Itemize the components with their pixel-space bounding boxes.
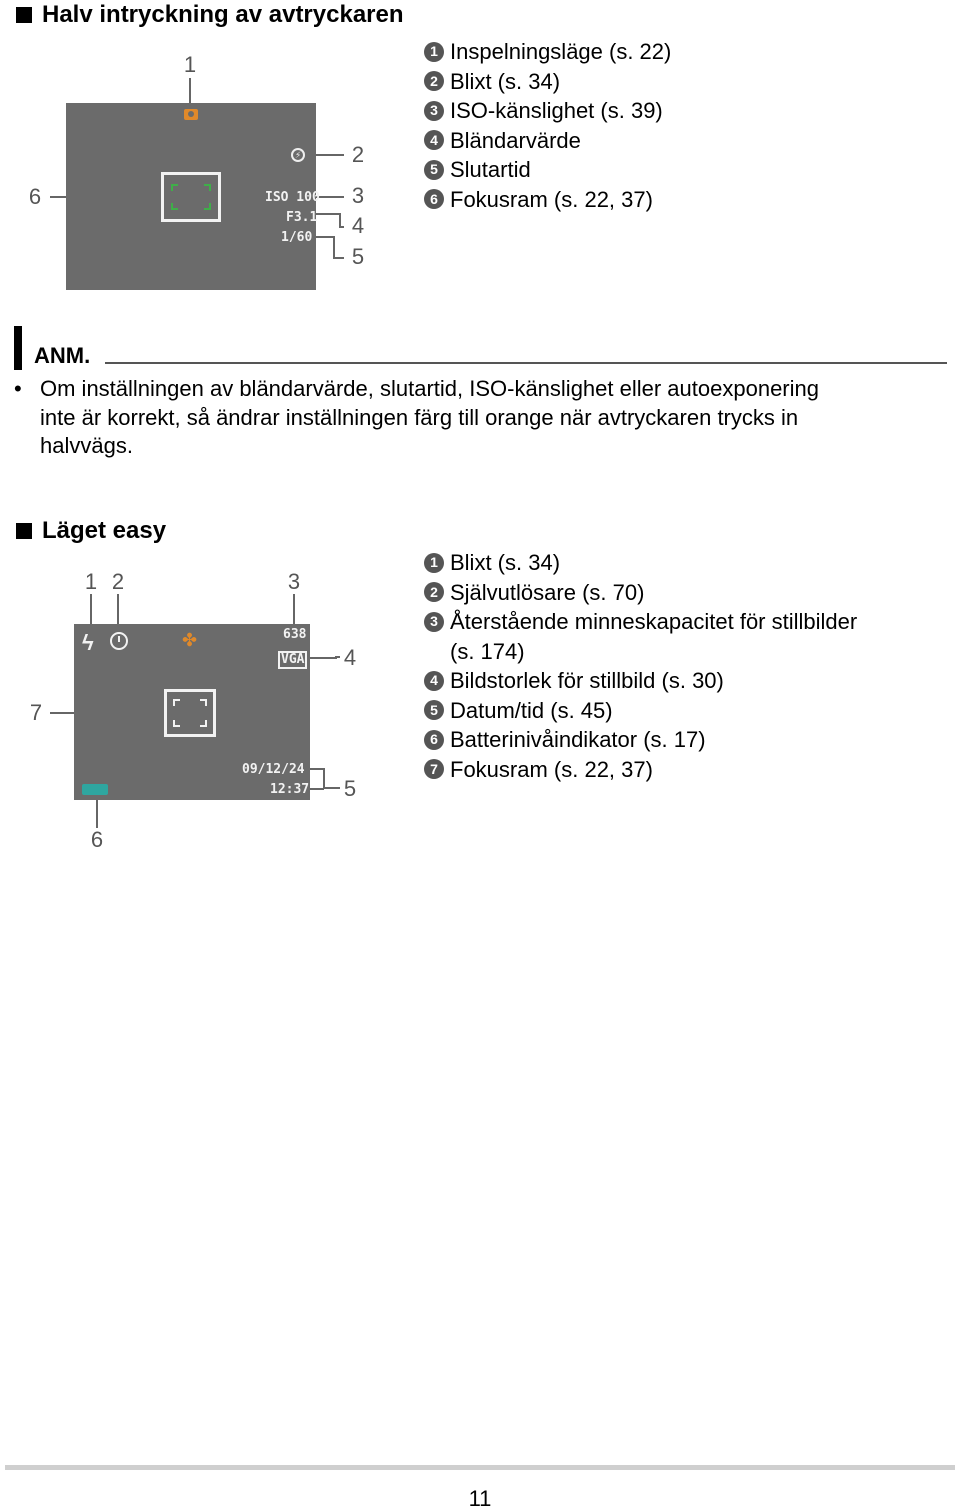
callout-6: 6	[28, 184, 42, 209]
focus-corner-marks	[167, 692, 213, 734]
legend-item	[424, 126, 671, 156]
half-press-diagram	[0, 40, 400, 300]
note-bullet: •	[14, 376, 22, 401]
section-title-easy-mode	[16, 516, 166, 546]
note-marker-bar	[14, 326, 22, 370]
legend-text: Fokusram (s. 22, 37)	[450, 186, 653, 212]
legend-item	[424, 607, 857, 637]
legend-text: Återstående minneskapacitet för stillbilder	[450, 609, 858, 634]
number-badge: 2	[424, 582, 444, 602]
focus-frame	[161, 172, 221, 222]
number-badge: 4	[424, 130, 444, 150]
legend-text: Bländarvärde	[450, 127, 581, 153]
flash-icon: ϟ	[82, 630, 94, 655]
self-timer-icon	[110, 632, 128, 650]
callout-2: 2	[111, 569, 125, 594]
note-line: inte är korrekt, så ändrar inställningen färg till orange när avtryckaren trycks in	[40, 404, 799, 430]
camera-monitor-screen	[74, 624, 310, 800]
easy-mode-legend	[424, 548, 857, 784]
legend-text: Datum/tid (s. 45)	[450, 697, 613, 723]
image-size-readout: VGA	[278, 651, 307, 669]
number-badge: 4	[424, 671, 444, 691]
number-badge: 7	[424, 759, 444, 779]
legend-text: Bildstorlek för stillbild (s. 30)	[450, 668, 724, 693]
legend-text: Fokusram (s. 22, 37)	[450, 756, 653, 782]
legend-item	[424, 548, 857, 578]
legend-item	[424, 696, 857, 726]
legend-item	[424, 185, 671, 215]
callout-3: 3	[287, 569, 301, 594]
legend-text: Inspelningsläge (s. 22)	[450, 39, 672, 64]
easy-mode-icon: ✤	[182, 630, 198, 650]
note-body	[40, 375, 950, 461]
focus-corner-marks	[164, 175, 218, 219]
number-badge: 6	[424, 189, 444, 209]
remaining-shots-readout: 638	[283, 627, 307, 642]
focus-frame	[164, 689, 216, 737]
square-bullet-icon	[16, 7, 32, 23]
callout-1: 1	[84, 569, 98, 594]
time-readout: 12:37	[270, 782, 310, 797]
callout-3: 3	[351, 183, 365, 208]
number-badge: 5	[424, 160, 444, 180]
callout-5: 5	[343, 776, 357, 801]
legend-text: (s. 174)	[450, 638, 525, 664]
legend-text: Blixt (s. 34)	[450, 550, 561, 575]
legend-item	[424, 578, 857, 608]
section-title-text: Halv intryckning av avtryckaren	[42, 1, 404, 28]
footer-rule	[5, 1465, 955, 1470]
callout-2: 2	[351, 142, 365, 167]
callout-4: 4	[351, 213, 365, 238]
legend-item	[424, 37, 671, 67]
note-rule	[105, 362, 947, 364]
number-badge: 1	[424, 42, 444, 62]
legend-item	[424, 755, 857, 785]
easy-mode-diagram	[0, 560, 400, 860]
legend-item-continuation	[424, 637, 857, 667]
legend-text: Batterinivåindikator (s. 17)	[450, 727, 706, 752]
section-title-text: Läget easy	[42, 517, 167, 544]
callout-5: 5	[351, 244, 365, 269]
legend-text: ISO-känslighet (s. 39)	[450, 98, 663, 123]
shutter-speed-readout: 1/60	[281, 230, 313, 245]
legend-item	[424, 155, 671, 185]
flash-icon: ⚡	[291, 148, 305, 162]
recording-mode-icon	[184, 109, 198, 120]
square-bullet-icon	[16, 523, 32, 539]
legend-text: Slutartid	[450, 157, 531, 182]
legend-item	[424, 725, 857, 755]
callout-6: 6	[90, 827, 104, 852]
camera-monitor-screen	[66, 103, 320, 290]
aperture-readout: F3.1	[286, 210, 318, 225]
section-title-half-press	[16, 0, 404, 30]
legend-text: Blixt (s. 34)	[450, 68, 561, 94]
callout-4: 4	[343, 645, 357, 670]
number-badge: 2	[424, 71, 444, 91]
legend-item	[424, 666, 857, 696]
legend-item	[424, 96, 671, 126]
half-press-legend	[424, 37, 671, 214]
callout-1: 1	[183, 52, 197, 77]
number-badge: 1	[424, 553, 444, 573]
number-badge: 5	[424, 700, 444, 720]
legend-item	[424, 67, 671, 97]
note-heading: ANM.	[34, 343, 91, 368]
legend-text: Självutlösare (s. 70)	[450, 579, 645, 605]
number-badge: 6	[424, 730, 444, 750]
battery-icon	[82, 784, 108, 795]
number-badge: 3	[424, 612, 444, 632]
number-badge: 3	[424, 101, 444, 121]
iso-readout: ISO 100	[265, 190, 320, 205]
page-number: 11	[468, 1486, 492, 1511]
callout-7: 7	[29, 700, 43, 725]
note-line: halvvägs.	[40, 433, 133, 458]
note-line: Om inställningen av bländarvärde, slutartid, ISO-känslighet eller autoexponering	[40, 376, 819, 401]
date-readout: 09/12/24	[242, 762, 305, 777]
